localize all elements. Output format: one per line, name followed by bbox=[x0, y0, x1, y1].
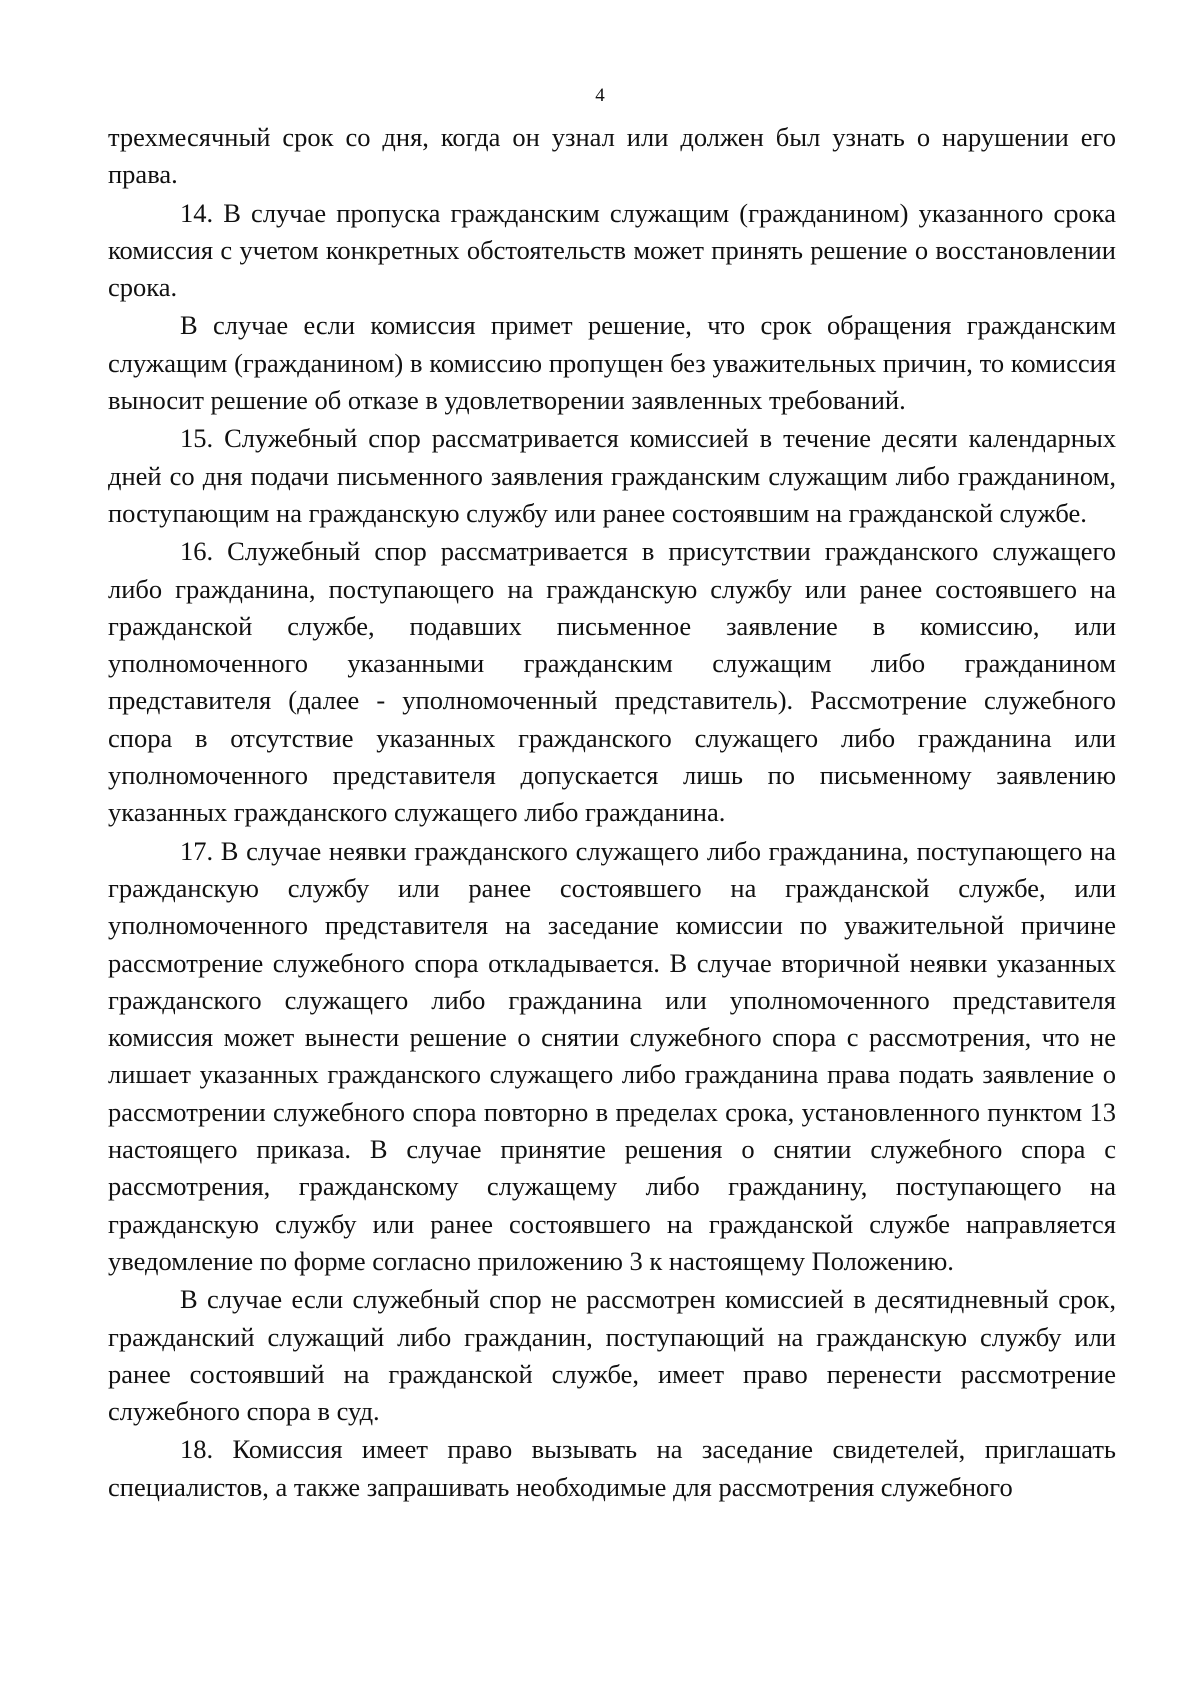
paragraph-15: 15. Служебный спор рассматривается комиссией в течение десяти календарных дней со дня подачи письменного заявления гражданским служащим либо гражданином, поступающим на гражданскую службу или ранее состоявшим на гражданской службе. bbox=[108, 423, 1116, 528]
paragraph-14: 14. В случае пропуска гражданским служащим (гражданином) указанного срока комиссия с учетом конкретных обстоятельств может принять решение о восстановлении срока. bbox=[108, 197, 1116, 303]
paragraph-17: 17. В случае неявки гражданского служащего либо гражданина, поступающего на гражданскую службу или ранее состоявшего на гражданской службе, или уполномоченного представителя на заседание комиссии по уважительной причине рассмотрение служебного спора откладывается. В случае вторичной неявки указанных гражданского служащего либо гражданина или уполномоченного представителя комиссия может вынести решение о снятии служебного спора с рассмотрения, что не лишает указанных гражданского служащего либо гражданина права подать заявление о рассмотрении служебного спора повторно в пределах срока, установленного пунктом 13 настоящего приказа. В случае принятие решения о снятии служебного спора с рассмотрения, гражданскому служащему либо гражданину, поступающего на гражданскую службу или ранее состоявшего на гражданской службе направляется уведомление по форме согласно приложению 3 к настоящему Положению. bbox=[108, 835, 1116, 1276]
paragraph-continuation: трехмесячный срок со дня, когда он узнал или должен был узнать о нарушении его права. bbox=[108, 122, 1116, 190]
document-body bbox=[108, 119, 1116, 1506]
paragraph-16: 16. Служебный спор рассматривается в присутствии гражданского служащего либо гражданина, поступающего на гражданскую службу или ранее состоявшего на гражданской службе, подавших письменное заявление в комиссию, или уполномоченного указанными гражданским служащим либо гражданином представителя (далее - уполномоченный представитель). Рассмотрение служебного спора в отсутствие указанных гражданского служащего либо гражданина или уполномоченного представителя допускается лишь по письменному заявлению указанных гражданского служащего либо гражданина. bbox=[108, 536, 1116, 828]
page-number: 4 bbox=[595, 85, 605, 106]
paragraph-17-second: В случае если служебный спор не рассмотрен комиссией в десятидневный срок, гражданский служащий либо гражданин, поступающий на гражданскую службу или ранее состоявший на гражданской службе, имеет право перенести рассмотрение служебного спора в суд. bbox=[108, 1284, 1116, 1427]
paragraph-18: 18. Комиссия имеет право вызывать на заседание свидетелей, приглашать специалистов, а также запрашивать необходимые для рассмотрения служебного bbox=[108, 1434, 1116, 1502]
paragraph-14-second: В случае если комиссия примет решение, что срок обращения гражданским служащим (гражданином) в комиссию пропущен без уважительных причин, то комиссия выносит решение об отказе в удовлетворении заявленных требований. bbox=[108, 310, 1116, 416]
